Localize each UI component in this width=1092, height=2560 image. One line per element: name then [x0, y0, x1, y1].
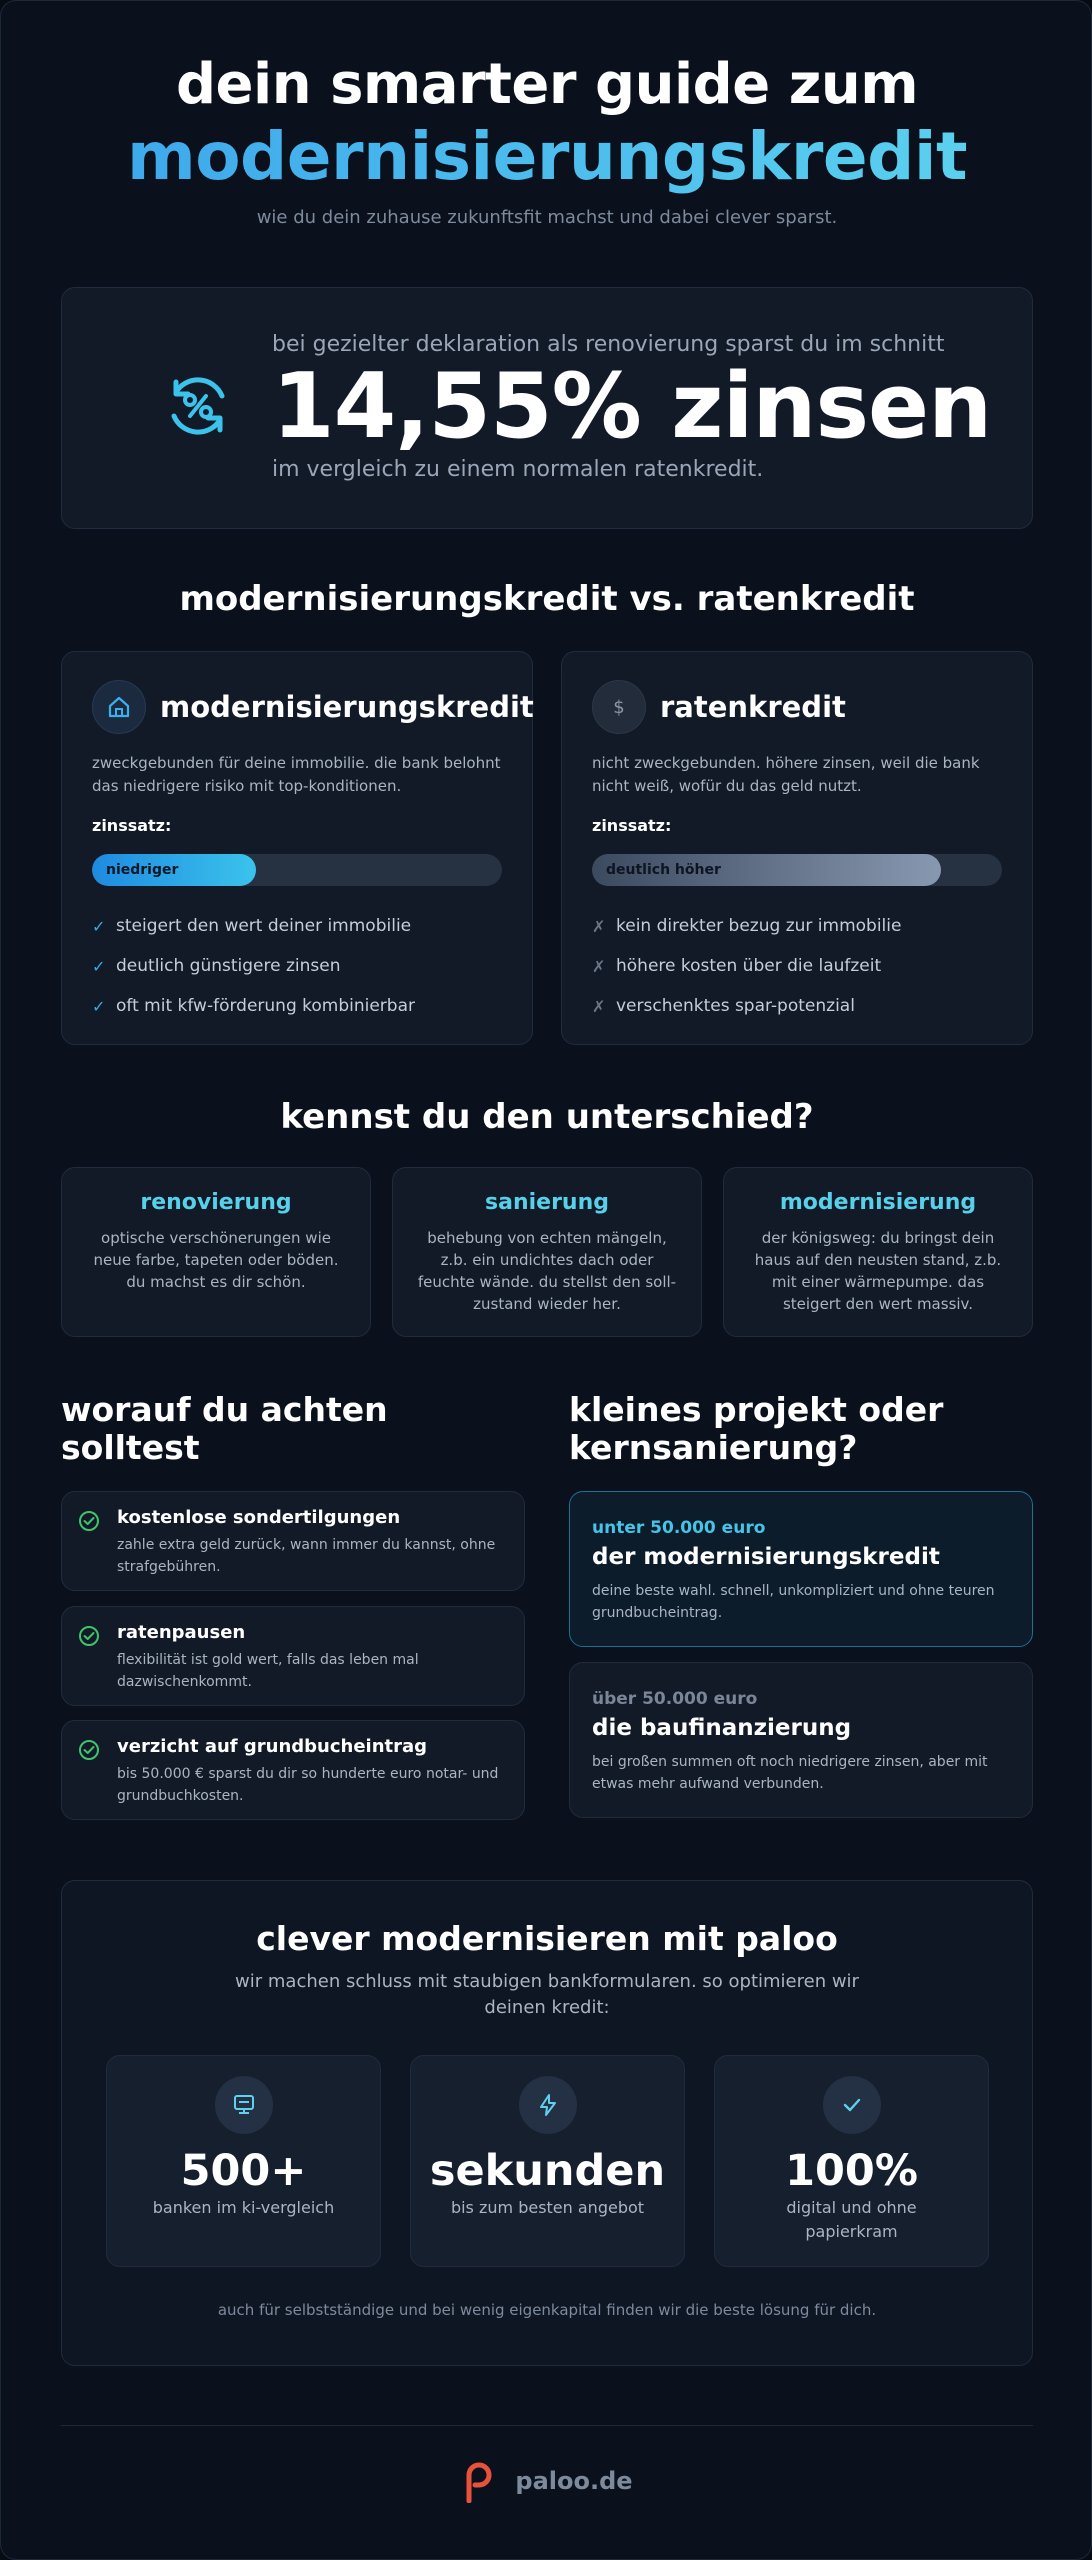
card-description: nicht zweckgebunden. höhere zinsen, weil die bank nicht weiß, wofür du das geld nutzt.	[592, 754, 980, 795]
difference-card-renovierung	[61, 1167, 371, 1337]
card-title: ratenkredit	[660, 690, 846, 724]
stat-label: digital und ohne papierkram	[786, 2198, 917, 2241]
savings-pretext: bei gezielter deklaration als renovierung sparst du im schnitt	[272, 332, 945, 357]
percent-refresh-icon	[160, 368, 236, 444]
option-kicker: über 50.000 euro	[592, 1689, 758, 1709]
cross-icon: ✗	[592, 996, 606, 1016]
stat-card	[714, 2055, 989, 2267]
difference-card-text: der königsweg: du bringst dein haus auf den neusten stand, z.b. mit einer wärmepumpe. das steigert den wert massiv.	[754, 1229, 1002, 1313]
rate-bar	[592, 854, 1002, 886]
list-item: ✗ höhere kosten über die laufzeit	[592, 956, 882, 976]
rate-label: zinssatz:	[92, 816, 172, 835]
tip-card	[61, 1491, 525, 1591]
stat-label: bis zum besten angebot	[450, 2198, 645, 2217]
check-icon: ✓	[92, 956, 106, 976]
drawback-list	[592, 906, 901, 1026]
check-circle-icon	[78, 1625, 100, 1647]
savings-posttext: im vergleich zu einem normalen ratenkredit.	[272, 457, 764, 482]
option-title: die baufinanzierung	[592, 1715, 852, 1741]
option-title: der modernisierungskredit	[592, 1544, 940, 1570]
list-item: ✗ verschenktes spar-potenzial	[592, 996, 855, 1016]
hero-title-accent: modernisierungskredit	[1, 117, 1092, 197]
tip-text: flexibilität ist gold wert, falls das leben mal dazwischenkommt.	[117, 1652, 419, 1690]
difference-card-title: renovierung	[140, 1190, 292, 1215]
option-text: bei großen summen oft noch niedrigere zinsen, aber mit etwas mehr aufwand verbunden.	[592, 1754, 988, 1792]
check-icon: ✓	[92, 996, 106, 1016]
lightning-icon	[519, 2076, 577, 2134]
options-title: kleines projekt oder kernsanierung?	[569, 1390, 944, 1467]
tip-text: zahle extra geld zurück, wann immer du kannst, ohne strafgebühren.	[117, 1537, 496, 1575]
home-icon	[92, 680, 146, 734]
tip-text: bis 50.000 € sparst du dir so hunderte euro notar- und grundbuchkosten.	[117, 1766, 499, 1804]
difference-card-text: optische verschönerungen wie neue farbe, tapeten oder böden. du machst es dir schön.	[93, 1229, 339, 1291]
rate-bar-fill: niedriger	[92, 854, 256, 886]
card-header	[92, 680, 534, 734]
card-description: zweckgebunden für deine immobilie. die bank belohnt das niedrigere risiko mit top-konditionen.	[92, 754, 501, 795]
cta-section	[61, 1880, 1033, 2366]
hero-subtitle: wie du dein zuhause zukunftsfit machst und dabei clever sparst.	[256, 207, 838, 228]
list-item: ✓ oft mit kfw-förderung kombinierbar	[92, 996, 415, 1016]
check-circle-icon	[78, 1510, 100, 1532]
difference-card-sanierung	[392, 1167, 702, 1337]
card-title: modernisierungskredit	[160, 690, 534, 724]
brand-name: paloo.de	[515, 2467, 633, 2495]
stat-value: 500+	[180, 2146, 307, 2196]
tips-title: worauf du achten solltest	[61, 1390, 388, 1467]
modernisierungskredit-card	[61, 651, 533, 1045]
check-circle-icon	[78, 1739, 100, 1761]
hero-title: dein smarter guide zum	[175, 52, 919, 117]
card-header	[592, 680, 846, 734]
check-icon: ✓	[92, 916, 106, 936]
option-card-over-50k	[569, 1662, 1033, 1818]
stat-value: 100%	[785, 2146, 918, 2196]
tip-title: kostenlose sondertilgungen	[117, 1507, 401, 1528]
footer-brand[interactable]	[1, 2459, 1092, 2503]
benefit-list	[92, 906, 415, 1026]
tip-title: ratenpausen	[117, 1622, 246, 1643]
stat-label: banken im ki-vergleich	[152, 2198, 335, 2217]
monitor-icon	[215, 2076, 273, 2134]
difference-card-text: behebung von echten mängeln, z.b. ein undichtes dach oder feuchte wände. du stellst den soll-zustand wieder her.	[417, 1229, 677, 1313]
cross-icon: ✗	[592, 956, 606, 976]
paloo-logo-icon	[461, 2459, 495, 2503]
tip-card	[61, 1720, 525, 1820]
cta-footnote: auch für selbstständige und bei wenig eigenkapital finden wir die beste lösung für dich.	[217, 2301, 877, 2319]
difference-card-title: modernisierung	[779, 1190, 977, 1215]
rate-label: zinssatz:	[592, 816, 672, 835]
comparison-title: modernisierungskredit vs. ratenkredit	[179, 579, 915, 619]
cta-subtitle: wir machen schluss mit staubigen bankformularen. so optimieren wir deinen kredit:	[235, 1971, 859, 2018]
difference-card-modernisierung	[723, 1167, 1033, 1337]
stat-card	[410, 2055, 685, 2267]
tip-card	[61, 1606, 525, 1706]
footer-divider	[61, 2425, 1033, 2426]
rate-bar-fill: deutlich höher	[592, 854, 941, 886]
stat-value: sekunden	[429, 2146, 666, 2196]
ratenkredit-card	[561, 651, 1033, 1045]
tip-title: verzicht auf grundbucheintrag	[117, 1736, 428, 1757]
cta-title: clever modernisieren mit paloo	[256, 1919, 838, 1958]
cross-icon: ✗	[592, 916, 606, 936]
option-card-under-50k	[569, 1491, 1033, 1647]
list-item: ✓ steigert den wert deiner immobilie	[92, 916, 412, 936]
savings-value: 14,55% zinsen	[272, 354, 992, 459]
difference-card-title: sanierung	[485, 1190, 609, 1215]
list-item: ✓ deutlich günstigere zinsen	[92, 956, 341, 976]
dollar-icon: $	[592, 680, 646, 734]
hero	[1, 53, 1092, 228]
savings-card	[61, 287, 1033, 529]
stat-card	[106, 2055, 381, 2267]
difference-title: kennst du den unterschied?	[280, 1097, 814, 1137]
rate-bar	[92, 854, 502, 886]
list-item: ✗ kein direkter bezug zur immobilie	[592, 916, 902, 936]
savings-text	[272, 332, 991, 482]
check-icon	[823, 2076, 881, 2134]
option-text: deine beste wahl. schnell, unkompliziert und ohne teuren grundbucheintrag.	[592, 1583, 995, 1621]
option-kicker: unter 50.000 euro	[592, 1518, 766, 1538]
